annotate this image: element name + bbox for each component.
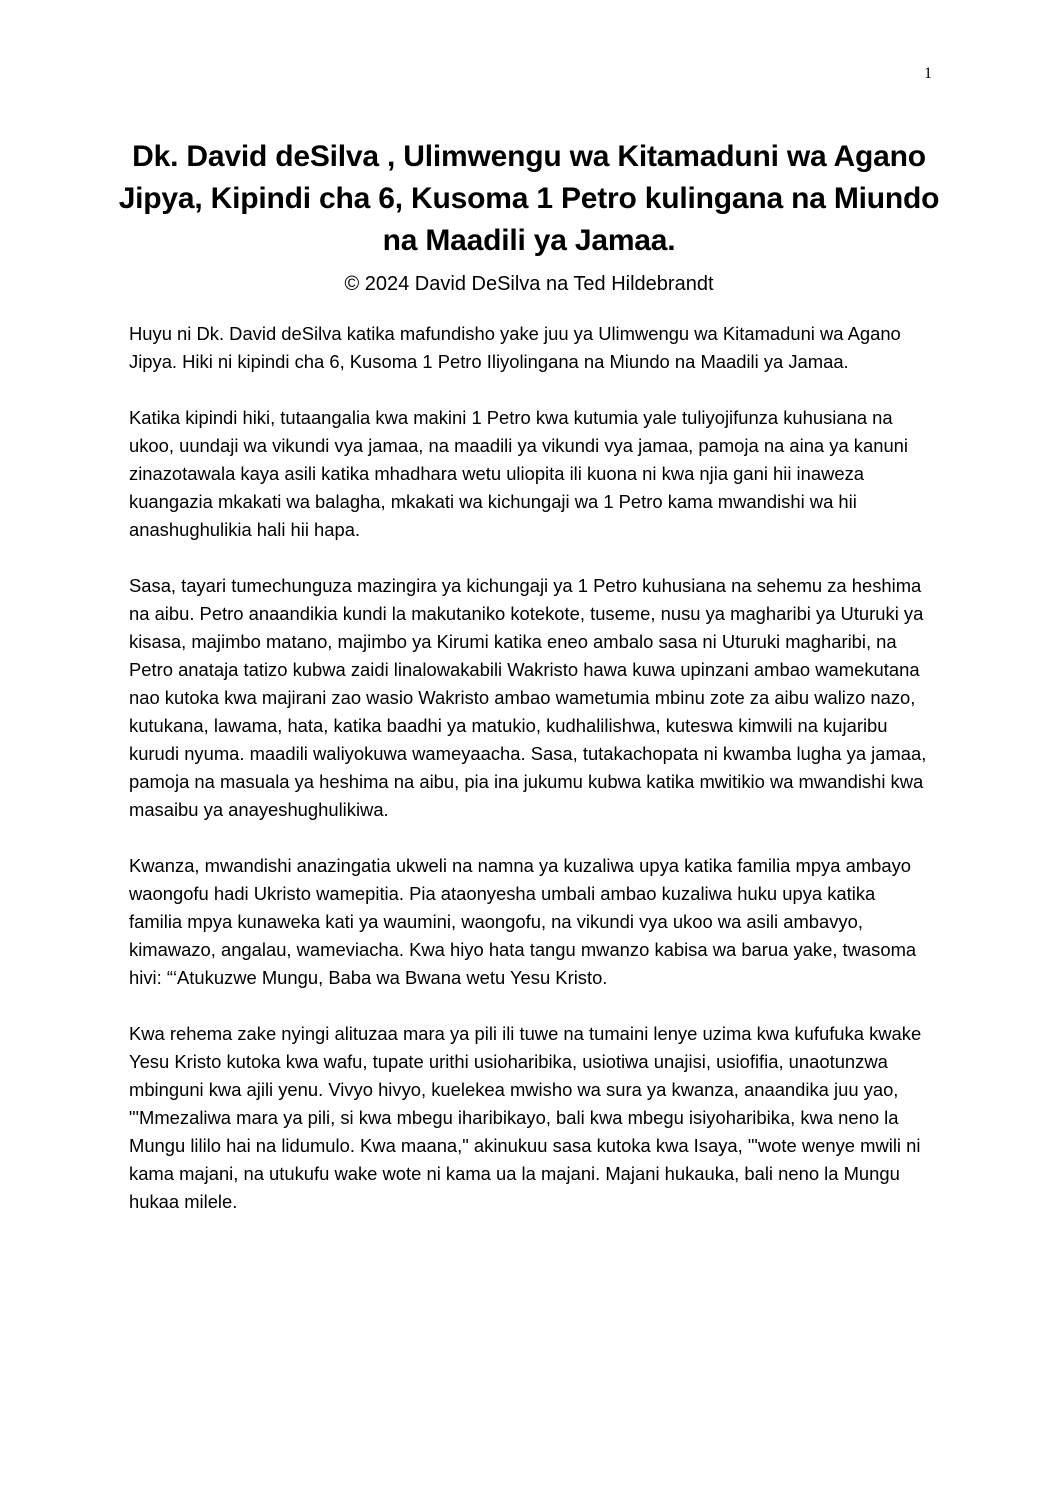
paragraph-3: Sasa, tayari tumechunguza mazingira ya kichungaji ya 1 Petro kuhusiana na sehemu za heshima na aibu. Petro anaandikia kundi la makutaniko kotekote, tuseme, nusu ya magharibi ya Uturuki ya kisasa, majimbo matano, majimbo ya Kirumi katika eneo ambalo sasa ni Uturuki magharibi, na Petro anataja tatizo kubwa zaidi linalowakabili Wakristo hawa kuwa upinzani ambao wamekutana nao kutoka kwa majirani zao wasio Wakristo ambao wametumia mbinu zote za aibu walizo nazo, kutukana, lawama, hata, katika baadhi ya matukio, kudhalilishwa, kuteswa kimwili na kujaribu kurudi nyuma. maadili waliyokuwa wameyaacha. Sasa, tutakachopata ni kwamba lugha ya jamaa, pamoja na masuala ya heshima na aibu, pia ina jukumu kubwa katika mwitikio wa mwandishi kwa masaibu ya anayeshughulikiwa. [129, 575, 927, 820]
paragraph-2: Katika kipindi hiki, tutaangalia kwa makini 1 Petro kwa kutumia yale tuliyojifunza kuhusiana na ukoo, uundaji wa vikundi vya jamaa, na maadili ya vikundi vya jamaa, pamoja na aina ya kanuni zinazotawala kaya asili katika mhadhara wetu uliopita ili kuona ni kwa njia gani hii inaweza kuangazia mkakati wa balagha, mkakati wa kichungaji wa 1 Petro kama mwandishi wa hii anashughulikia hali hii hapa. [129, 407, 908, 540]
copyright-line: © 2024 David DeSilva na Ted Hildebrandt [344, 273, 714, 295]
paragraph-4: Kwanza, mwandishi anazingatia ukweli na namna ya kuzaliwa upya katika familia mpya ambayo waongofu hadi Ukristo wamepitia. Pia ataonyesha umbali ambao kuzaliwa huku upya katika familia mpya kunaweka kati ya waumini, waongofu, na vikundi vya ukoo wa asili ambavyo, kimawazo, angalau, wameviacha. Kwa hiyo hata tangu mwanzo kabisa wa barua yake, twasoma hivi: “‘Atukuzwe Mungu, Baba wa Bwana wetu Yesu Kristo. [129, 855, 917, 988]
paragraph-1: Huyu ni Dk. David deSilva katika mafundisho yake juu ya Ulimwengu wa Kitamaduni wa Agano Jipya. Hiki ni kipindi cha 6, Kusoma 1 Petro Iliyolingana na Miundo na Maadili ya Jamaa. [129, 323, 901, 372]
page-number: 1 [924, 65, 932, 82]
document-body [129, 320, 929, 1244]
paragraph-5: Kwa rehema zake nyingi alituzaa mara ya pili ili tuwe na tumaini lenye uzima kwa kufufuka kwake Yesu Kristo kutoka kwa wafu, tupate urithi usioharibika, usiotiwa unajisi, usiofifia, unaotunzwa mbinguni kwa ajili yenu. Vivyo hivyo, kuelekea mwisho wa sura ya kwanza, anaandika juu yao, "'Mmezaliwa mara ya pili, si kwa mbegu iharibikayo, bali kwa mbegu isiyoharibika, kwa neno la Mungu lililo hai na lidumulo. Kwa maana," akinukuu sasa kutoka kwa Isaya, "'wote wenye mwili ni kama majani, na utukufu wake wote ni kama ua la majani. Majani hukauka, bali neno la Mungu hukaa milele. [129, 1023, 922, 1212]
document-title: Dk. David deSilva , Ulimwengu wa Kitamaduni wa Agano Jipya, Kipindi cha 6, Kusoma 1 Petro kulingana na Miundo na Maadili ya Jamaa. [118, 140, 940, 257]
